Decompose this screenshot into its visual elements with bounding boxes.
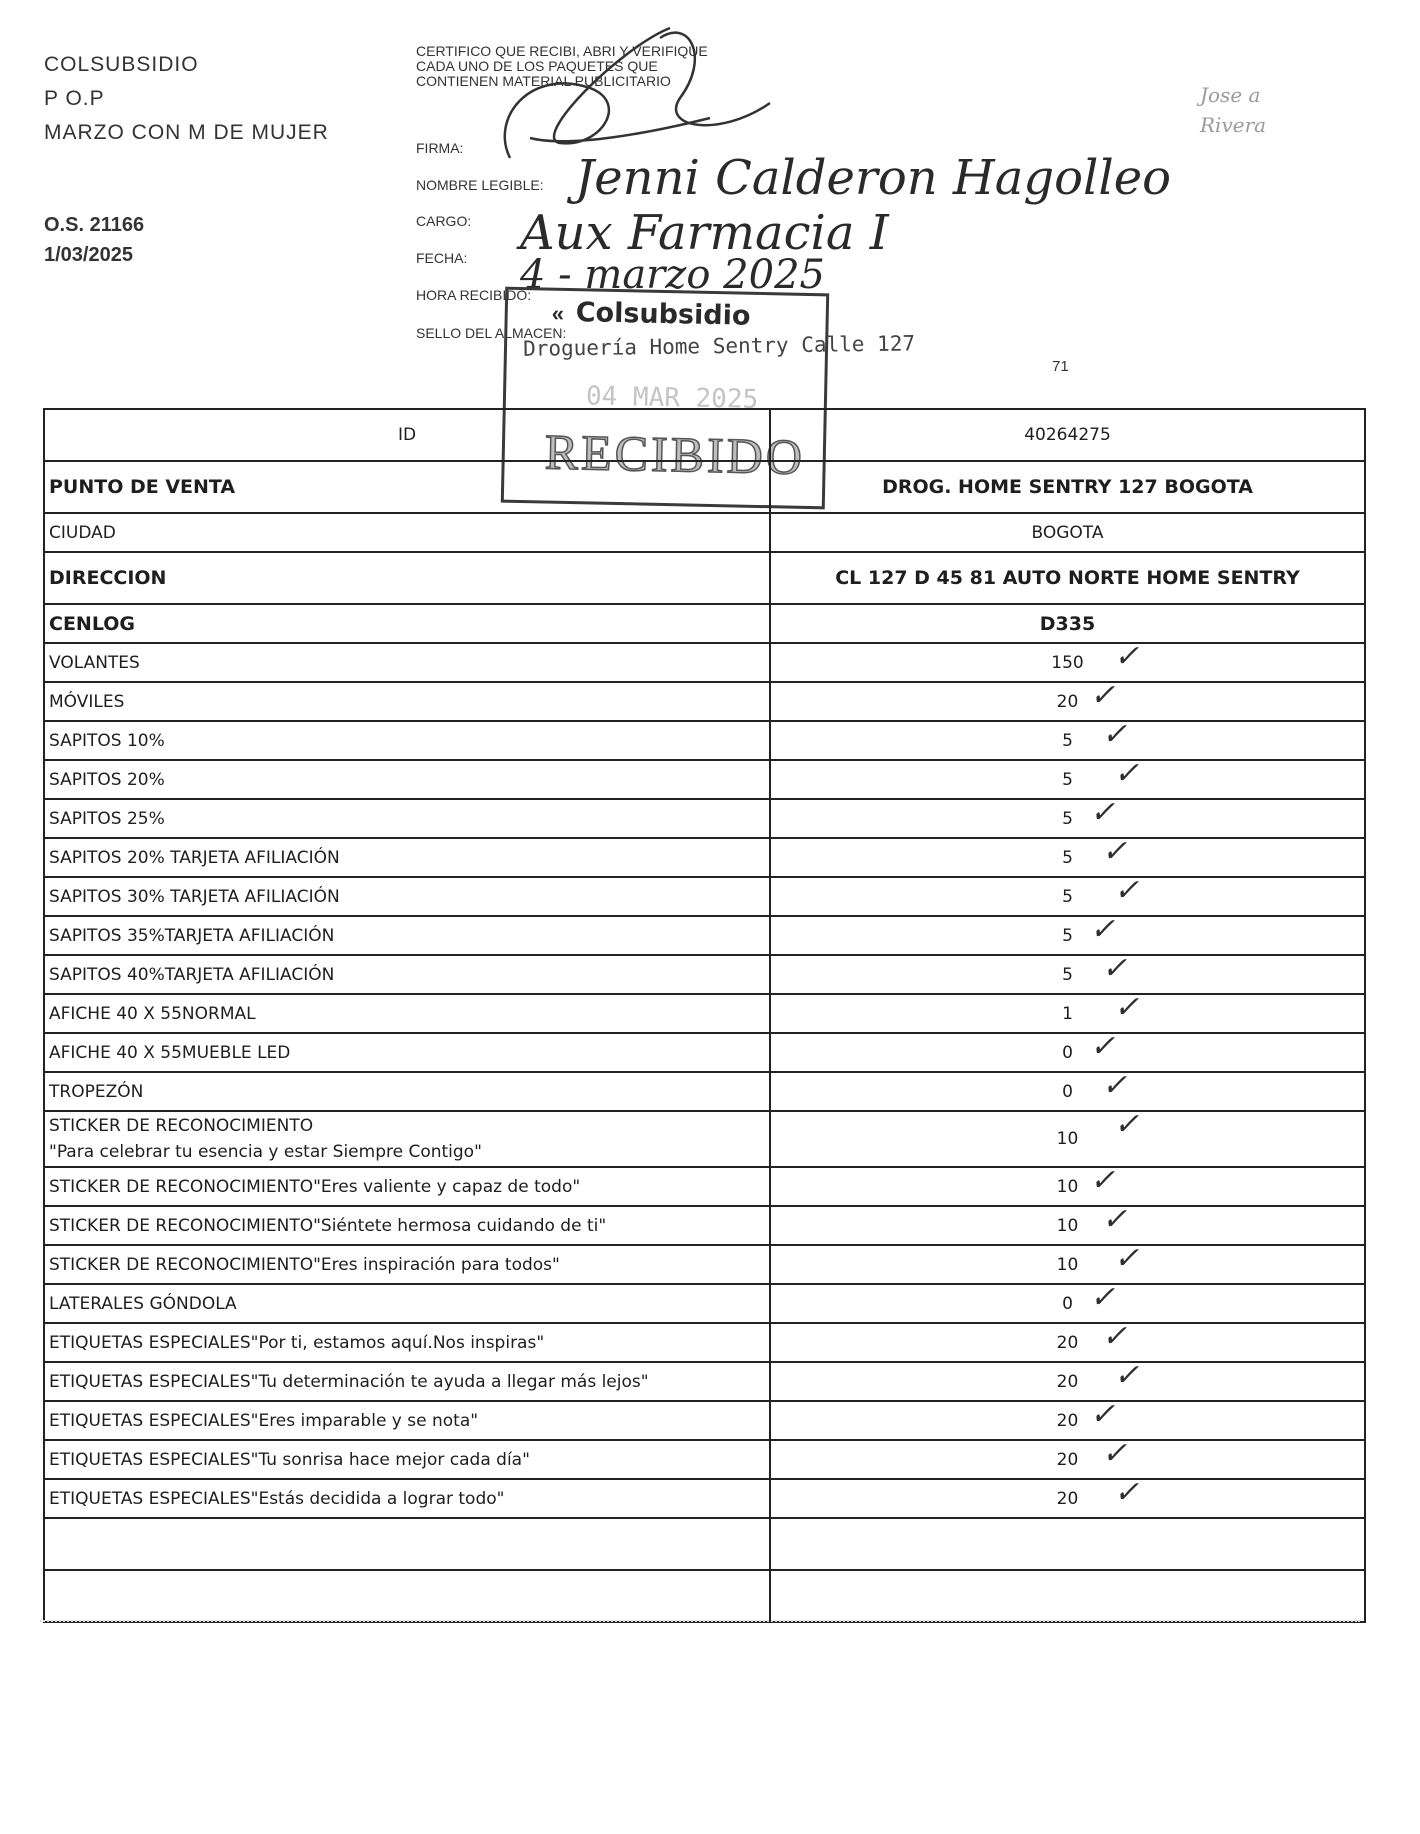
empty-cell	[770, 1570, 1365, 1622]
row-label-text: LATERALES GÓNDOLA	[49, 1293, 237, 1314]
row-label	[44, 955, 770, 994]
bottom-dotted-rule	[40, 1620, 1360, 1624]
row-label-text: VOLANTES	[49, 652, 140, 673]
row-value: 5	[770, 799, 1365, 838]
row-label	[44, 513, 770, 552]
row-value: 20	[770, 1440, 1365, 1479]
row-value: 5	[770, 721, 1365, 760]
empty-row	[44, 1570, 1365, 1622]
row-label-text: TROPEZÓN	[49, 1081, 144, 1102]
check-mark: ✓	[1114, 1475, 1140, 1510]
row-label-text: SAPITOS 35%TARJETA AFILIACIÓN	[49, 925, 335, 946]
check-mark: ✓	[1114, 990, 1140, 1025]
row-label-text: SAPITOS 40%TARJETA AFILIACIÓN	[49, 964, 335, 985]
row-label	[44, 1111, 770, 1167]
check-mark: ✓	[1102, 717, 1128, 752]
row-label	[44, 552, 770, 604]
check-mark: ✓	[1114, 1107, 1140, 1142]
row-value: 150	[770, 643, 1365, 682]
stamp-logo-icon: «	[551, 300, 565, 326]
row-label-text: CENLOG	[49, 612, 136, 635]
row-label-text: ETIQUETAS ESPECIALES"Eres imparable y se nota"	[49, 1410, 479, 1431]
check-mark: ✓	[1102, 834, 1128, 869]
row-value: 20	[770, 1362, 1365, 1401]
table-row	[44, 838, 1365, 877]
row-value: 5	[770, 760, 1365, 799]
table-row	[44, 513, 1365, 552]
table-row	[44, 1401, 1365, 1440]
empty-cell	[44, 1518, 770, 1570]
row-label	[44, 721, 770, 760]
nombre-label: NOMBRE LEGIBLE:	[416, 177, 544, 193]
row-label-text: ETIQUETAS ESPECIALES"Tu sonrisa hace mejor cada día"	[49, 1449, 530, 1470]
row-label-text: AFICHE 40 X 55NORMAL	[49, 1003, 256, 1024]
campaign-name: MARZO CON M DE MUJER	[44, 121, 329, 144]
empty-row	[44, 1518, 1365, 1570]
table-row	[44, 1072, 1365, 1111]
row-label-text: ETIQUETAS ESPECIALES"Por ti, estamos aquí.Nos inspiras"	[49, 1332, 545, 1353]
row-value: D335	[770, 604, 1365, 643]
table-row	[44, 682, 1365, 721]
table-row	[44, 994, 1365, 1033]
stamp-date: 04 MAR 2025	[585, 381, 759, 415]
row-label	[44, 1401, 770, 1440]
check-mark: ✓	[1090, 1280, 1116, 1315]
row-label-text: SAPITOS 10%	[49, 730, 165, 751]
sello-label: SELLO DEL ALMACEN:	[416, 325, 567, 341]
row-label	[44, 461, 770, 513]
check-mark: ✓	[1102, 1436, 1128, 1471]
row-value: 0	[770, 1072, 1365, 1111]
signed-name: Jenni Calderon Hagolleo	[575, 150, 1172, 206]
table-row	[44, 1362, 1365, 1401]
id-value: 40264275	[770, 409, 1365, 461]
row-label-text: SAPITOS 20%	[49, 769, 165, 790]
id-label: ID	[44, 409, 770, 461]
row-value: 5	[770, 955, 1365, 994]
check-mark: ✓	[1090, 912, 1116, 947]
empty-cell	[770, 1518, 1365, 1570]
table-row	[44, 955, 1365, 994]
row-value: 5	[770, 916, 1365, 955]
row-label-text: SAPITOS 30% TARJETA AFILIACIÓN	[49, 886, 340, 907]
row-label	[44, 1479, 770, 1518]
row-label	[44, 1072, 770, 1111]
table-row	[44, 1206, 1365, 1245]
row-label	[44, 877, 770, 916]
row-label	[44, 1323, 770, 1362]
table-row	[44, 1167, 1365, 1206]
row-label	[44, 1206, 770, 1245]
table-row	[44, 760, 1365, 799]
check-mark: ✓	[1114, 756, 1140, 791]
row-value: 10	[770, 1245, 1365, 1284]
table-row	[44, 643, 1365, 682]
table-row	[44, 461, 1365, 513]
stamp-status: RECIBIDO	[544, 423, 806, 485]
row-label-subtext: "Para celebrar tu esencia y estar Siempre Contigo"	[49, 1142, 482, 1162]
row-value: 20	[770, 1323, 1365, 1362]
firma-label: FIRMA:	[416, 140, 464, 156]
row-label	[44, 643, 770, 682]
material-table	[43, 408, 1366, 1623]
row-label-text: SAPITOS 20% TARJETA AFILIACIÓN	[49, 847, 340, 868]
stamp-store-name: Droguería Home Sentry Calle 127	[522, 331, 916, 361]
table-row	[44, 1284, 1365, 1323]
doc-type: P O.P	[44, 87, 105, 110]
check-mark: ✓	[1102, 1068, 1128, 1103]
signed-date: 4 - marzo 2025	[520, 252, 825, 298]
table-row	[44, 1440, 1365, 1479]
row-label	[44, 799, 770, 838]
row-value: 5	[770, 877, 1365, 916]
row-value: 20	[770, 1401, 1365, 1440]
row-value: 10	[770, 1206, 1365, 1245]
empty-cell	[44, 1570, 770, 1622]
table-row	[44, 1323, 1365, 1362]
order-number: O.S. 21166	[44, 214, 145, 236]
row-label-text: STICKER DE RECONOCIMIENTO"Eres inspiración para todos"	[49, 1254, 560, 1275]
row-label-text: ETIQUETAS ESPECIALES"Tu determinación te ayuda a llegar más lejos"	[49, 1371, 649, 1392]
row-label-text: AFICHE 40 X 55MUEBLE LED	[49, 1042, 291, 1063]
row-value: 0	[770, 1033, 1365, 1072]
header-block	[44, 48, 329, 150]
row-label-text: STICKER DE RECONOCIMIENTO"Siéntete hermosa cuidando de ti"	[49, 1215, 607, 1236]
row-label-text: DIRECCION	[49, 567, 167, 589]
row-label-text: MÓVILES	[49, 691, 125, 712]
check-mark: ✓	[1102, 1319, 1128, 1354]
check-mark: ✓	[1114, 873, 1140, 908]
row-label-text: STICKER DE RECONOCIMIENTO	[49, 1116, 314, 1136]
corner-note: Jose a Rivera	[1200, 83, 1267, 137]
row-label	[44, 1362, 770, 1401]
check-mark: ✓	[1114, 1241, 1140, 1276]
check-mark: ✓	[1090, 1029, 1116, 1064]
table-row	[44, 721, 1365, 760]
row-label	[44, 1033, 770, 1072]
table-row	[44, 1245, 1365, 1284]
row-label-text: ETIQUETAS ESPECIALES"Estás decidida a lograr todo"	[49, 1488, 505, 1509]
table-row	[44, 604, 1365, 643]
hora-label: HORA RECIBIDO:	[416, 287, 532, 303]
page-number: 71	[1052, 358, 1069, 375]
row-label	[44, 838, 770, 877]
row-label	[44, 1167, 770, 1206]
table-row	[44, 552, 1365, 604]
row-label	[44, 1440, 770, 1479]
row-label	[44, 682, 770, 721]
table-row	[44, 916, 1365, 955]
check-mark: ✓	[1090, 678, 1116, 713]
stamp-brand: Colsubsidio	[575, 297, 751, 332]
table-row	[44, 1033, 1365, 1072]
row-label	[44, 760, 770, 799]
table-row	[44, 409, 1365, 461]
order-block	[44, 210, 144, 270]
row-value: DROG. HOME SENTRY 127 BOGOTA	[770, 461, 1365, 513]
signed-cargo: Aux Farmacia I	[520, 205, 889, 261]
check-mark: ✓	[1090, 1397, 1116, 1432]
table-row	[44, 1111, 1365, 1167]
row-value: CL 127 D 45 81 AUTO NORTE HOME SENTRY	[770, 552, 1365, 604]
check-mark: ✓	[1102, 951, 1128, 986]
company-name: COLSUBSIDIO	[44, 53, 199, 76]
row-value: 5	[770, 838, 1365, 877]
row-label-text: SAPITOS 25%	[49, 808, 165, 829]
row-value: 10	[770, 1167, 1365, 1206]
fecha-label: FECHA:	[416, 250, 468, 266]
check-mark: ✓	[1114, 639, 1140, 674]
check-mark: ✓	[1090, 795, 1116, 830]
row-label	[44, 916, 770, 955]
row-label	[44, 1245, 770, 1284]
row-value: 0	[770, 1284, 1365, 1323]
check-mark: ✓	[1114, 1358, 1140, 1393]
check-mark: ✓	[1102, 1202, 1128, 1237]
row-label	[44, 994, 770, 1033]
row-label-text: PUNTO DE VENTA	[49, 476, 236, 498]
certificate-text: CERTIFICO QUE RECIBI, ABRI Y VERIFIQUE CADA UNO DE LOS PAQUETES QUE CONTIENEN MATERIAL PUBLICITARIO	[416, 43, 708, 89]
row-label	[44, 1284, 770, 1323]
row-value: 10	[770, 1111, 1365, 1167]
row-value: 20	[770, 682, 1365, 721]
cargo-label: CARGO:	[416, 213, 472, 229]
row-label	[44, 604, 770, 643]
table-row	[44, 877, 1365, 916]
row-label-text: STICKER DE RECONOCIMIENTO"Eres valiente y capaz de todo"	[49, 1176, 581, 1197]
order-date: 1/03/2025	[44, 244, 133, 266]
table-row	[44, 799, 1365, 838]
table-row	[44, 1479, 1365, 1518]
row-value: BOGOTA	[770, 513, 1365, 552]
row-label-text: CIUDAD	[49, 522, 116, 543]
row-value: 1	[770, 994, 1365, 1033]
check-mark: ✓	[1090, 1163, 1116, 1198]
row-value: 20	[770, 1479, 1365, 1518]
